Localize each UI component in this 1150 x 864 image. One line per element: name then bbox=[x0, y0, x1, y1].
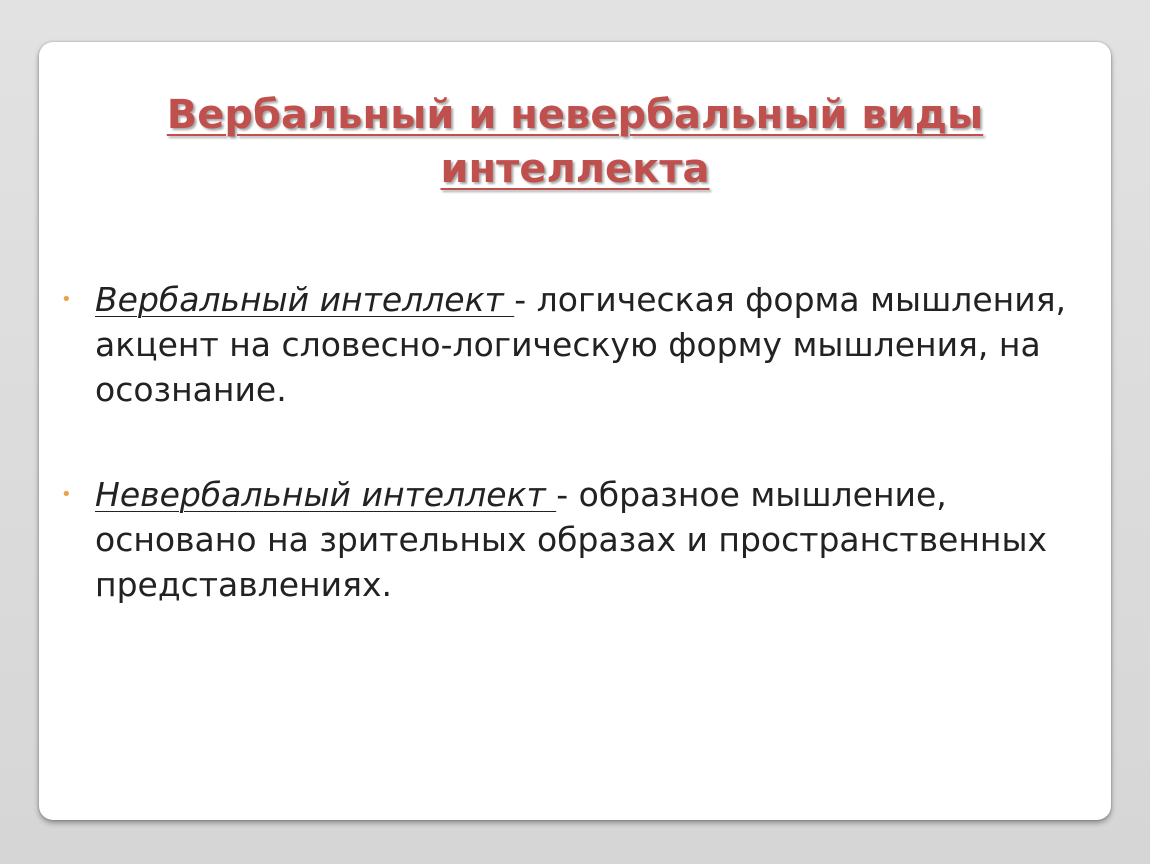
bullet-marker: • bbox=[61, 289, 72, 310]
bullet-term: Невербальный интеллект bbox=[95, 475, 557, 514]
bullet-item-verbal bbox=[61, 277, 1081, 412]
slide-title bbox=[99, 88, 1051, 196]
bullet-text bbox=[95, 277, 1081, 412]
bullet-marker: • bbox=[61, 484, 72, 505]
bullet-term: Вербальный интеллект bbox=[95, 280, 515, 319]
slide-card bbox=[39, 42, 1111, 820]
bullet-text bbox=[95, 472, 1081, 607]
bullet-definition: - образное мышление, основано на зрительных образах и пространственных представлениях. bbox=[95, 475, 1048, 604]
bullet-item-nonverbal bbox=[61, 472, 1081, 607]
slide-title-text: Вербальный и невербальный виды интеллекта bbox=[166, 92, 984, 192]
bullet-definition: - логическая форма мышления, акцент на словесно-логическую форму мышления, на осознание. bbox=[95, 280, 1067, 409]
